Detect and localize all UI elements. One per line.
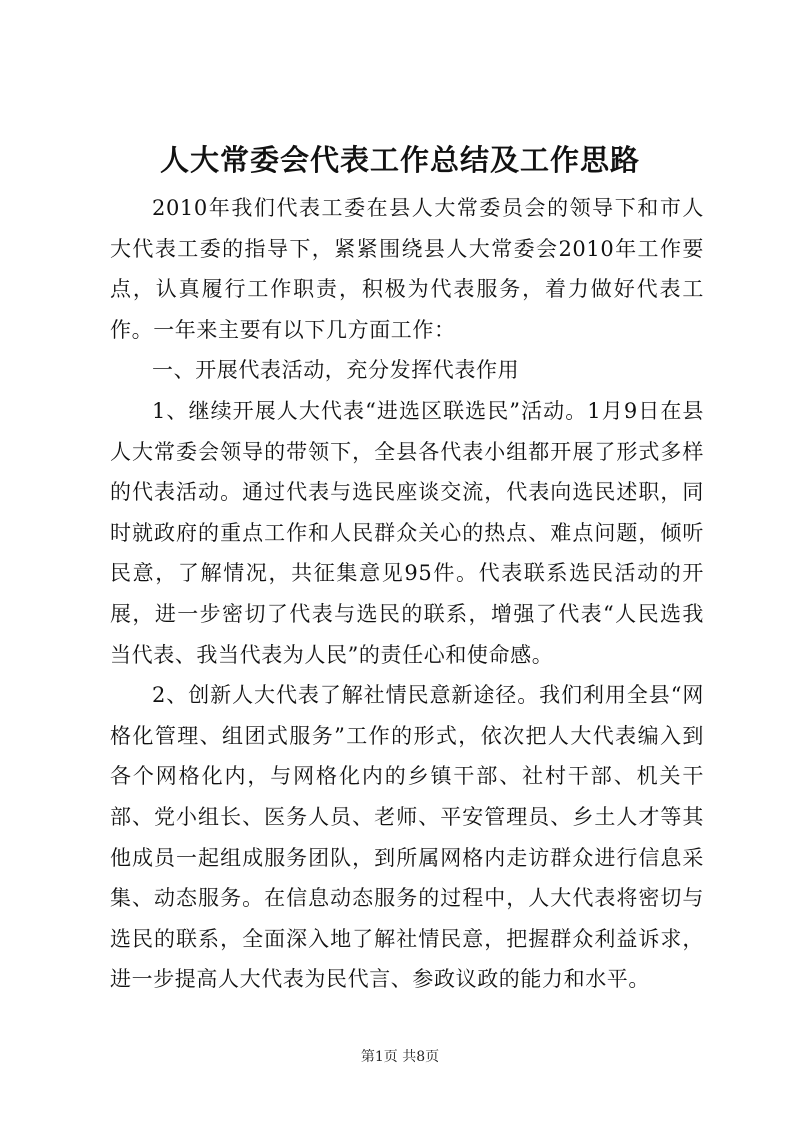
intro-paragraph: 2010年我们代表工委在县人大常委员会的领导下和市人大代表工委的指导下，紧紧围绕县人大常委会2010年工作要点，认真履行工作职责，积极为代表服务，着力做好代表工作。一年来主要有以下几方面工作：: [110, 196, 704, 342]
section-heading: 一、开展代表活动，充分发挥代表作用: [152, 358, 520, 383]
document-body: [110, 188, 704, 1000]
item-2-paragraph: 2、创新人大代表了解社情民意新途径。我们利用全县“网格化管理、组团式服务”工作的形式，依次把人大代表编入到各个网格化内，与网格化内的乡镇干部、社村干部、机关干部、党小组长、医务人员、老师、平安管理员、乡土人才等其他成员一起组成服务团队，到所属网格内走访群众进行信息采集、动态服务。在信息动态服务的过程中，人大代表将密切与选民的联系，全面深入地了解社情民意，把握群众利益诉求，进一步提高人大代表为民代言、参政议政的能力和水平。: [110, 683, 704, 992]
item-1-paragraph: 1、继续开展人大代表“进选区联选民”活动。1月9日在县人大常委会领导的带领下，全县各代表小组都开展了形式多样的代表活动。通过代表与选民座谈交流，代表向选民述职，同时就政府的重点工作和人民群众关心的热点、难点问题，倾听民意，了解情况，共征集意见95件。代表联系选民活动的开展，进一步密切了代表与选民的联系，增强了代表“人民选我当代表、我当代表为人民”的责任心和使命感。: [110, 398, 704, 667]
document-title: 人大常委会代表工作总结及工作思路: [159, 143, 640, 177]
page-number-footer: 第1页 共8页: [360, 1049, 440, 1065]
